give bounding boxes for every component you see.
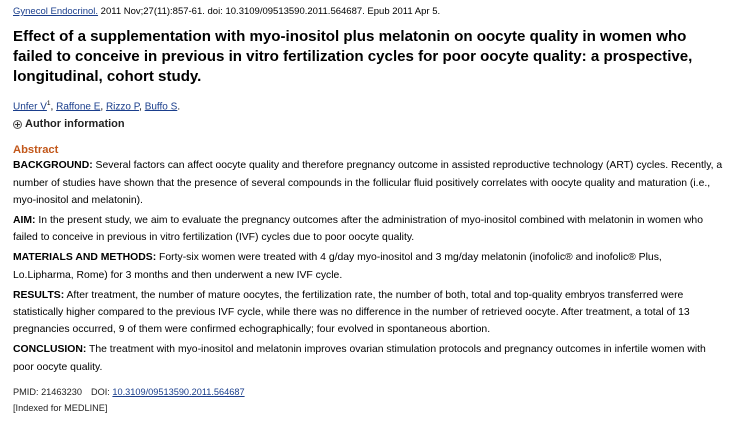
- author-link[interactable]: Unfer V: [13, 101, 47, 113]
- abstract-heading: Abstract: [13, 144, 59, 157]
- abstract-section-background: [13, 157, 725, 209]
- abstract-section-methods: [13, 249, 725, 283]
- pmid: PMID: 21463230: [13, 386, 82, 397]
- abstract-section-conclusion: [13, 341, 725, 375]
- section-label: RESULTS:: [13, 289, 65, 301]
- author-information-toggle[interactable]: [13, 117, 727, 131]
- identifiers-line: [13, 386, 727, 398]
- citation-line: [13, 6, 727, 18]
- doi-link[interactable]: 10.3109/09513590.2011.564687: [112, 386, 245, 397]
- expand-plus-icon: [13, 120, 22, 129]
- section-text: Forty-six women were treated with 4 g/day myo-inositol and 3 mg/day melatonin (inofolic® and inofolic® Plus, Lo.Lipharma, Rome) for 3 months and then underwent a new IVF cycle.: [13, 252, 662, 281]
- author-affiliation-sup: 1: [46, 100, 51, 107]
- section-label: CONCLUSION:: [13, 344, 87, 356]
- section-text: The treatment with myo-inositol and melatonin improves ovarian stimulation protocols and pregnancy outcomes in infertile women with poor oocyte quality.: [13, 344, 706, 373]
- author-link[interactable]: Buffo S: [144, 101, 178, 113]
- indexed-note: [Indexed for MEDLINE]: [13, 402, 108, 413]
- author-link[interactable]: Rizzo P: [105, 101, 140, 113]
- citation-details: 2011 Nov;27(11):857-61. doi: 10.3109/09513590.2011.564687. Epub 2011 Apr 5.: [98, 6, 441, 17]
- section-text: In the present study, we aim to evaluate the pregnancy outcomes after the administration of myo-inositol combined with melatonin in women who failed to conceive in previous in vitro fertilization (IVF) cycles due to poor oocyte quality.: [13, 214, 703, 244]
- abstract-section-results: [13, 287, 725, 339]
- abstract-section-aim: [13, 212, 725, 246]
- section-text: After treatment, the number of mature oocytes, the fertilization rate, the number of both, total and top-quality embryos transferred were statistically higher compared to the previous IVF cycle, while there was no difference in the number of retrieved oocyte. After treatment, a total of 13 pregnancies occurred, 9 of them were confirmed echographically; four evolved in spontaneous abortion.: [13, 289, 690, 336]
- article-title: Effect of a supplementation with myo-inositol plus melatonin on oocyte quality in women who failed to conceive in previous in vitro fertilization cycles for poor oocyte quality: a prospective, longitudinal, cohort study.: [13, 28, 693, 85]
- author-link[interactable]: Raffone E: [56, 101, 101, 113]
- doi-label: DOI:: [90, 386, 113, 397]
- section-label: BACKGROUND:: [13, 160, 93, 172]
- section-text: Several factors can affect oocyte quality and therefore pregnancy outcome in assisted reproductive technology (ART) cycles. Recently, a number of studies have shown that the presence of several compounds in the follicular fluid positively correlates with oocyte quality and maturation (i.e., myo-inositol and melatonin).: [13, 160, 723, 206]
- section-label: AIM:: [13, 214, 36, 226]
- journal-link[interactable]: Gynecol Endocrinol.: [13, 6, 99, 17]
- author-list: Unfer $V^1$, Raffone E, Rizzo P, Buffo S.: [13, 100, 181, 113]
- author-information-label: Author information: [25, 118, 125, 131]
- section-label: MATERIALS AND METHODS:: [13, 252, 157, 264]
